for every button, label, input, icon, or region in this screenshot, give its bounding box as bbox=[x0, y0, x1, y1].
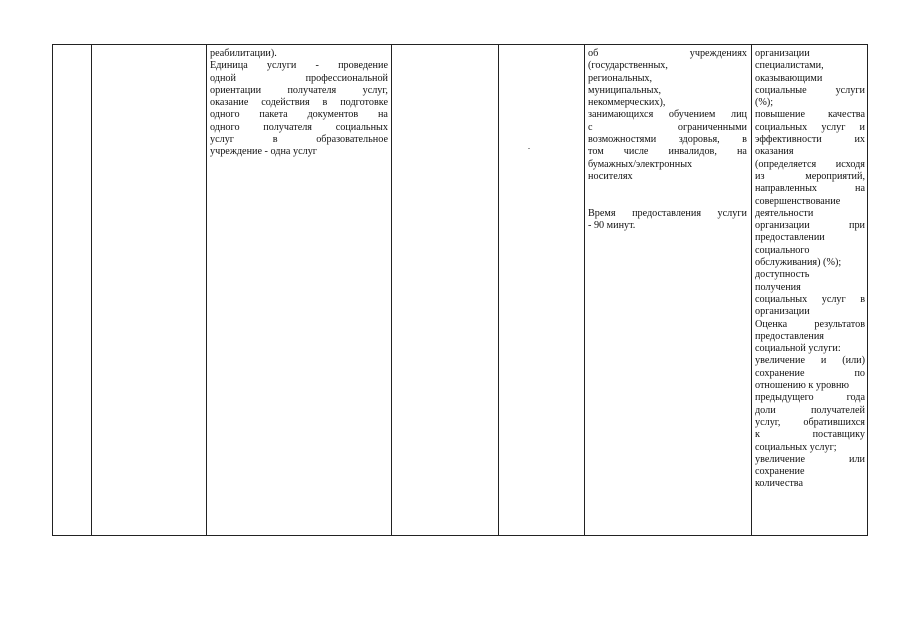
text-line: обслуживания) (%); bbox=[755, 257, 842, 269]
text-line: эффективности их bbox=[755, 134, 865, 146]
text-line: направленных на bbox=[755, 183, 865, 195]
text-line: услуг в образовательное bbox=[210, 134, 388, 146]
text-line: увеличение и (или) bbox=[755, 355, 865, 367]
column-divider bbox=[52, 45, 53, 535]
text-line: получения bbox=[755, 281, 801, 293]
text-line: (определяется исходя bbox=[755, 158, 865, 170]
column-divider bbox=[498, 45, 499, 535]
text-line: социальных услуг в bbox=[755, 293, 865, 305]
text-line: социальных услуг и bbox=[755, 121, 865, 133]
text-line: к поставщику bbox=[755, 429, 865, 441]
text-line: организации при bbox=[755, 220, 865, 232]
text-line: социальные услуги bbox=[755, 84, 865, 96]
text-line: повышение качества bbox=[755, 109, 865, 121]
text-line: носителях bbox=[588, 170, 633, 182]
scan-speck bbox=[528, 148, 530, 149]
text-line: специалистами, bbox=[755, 60, 824, 72]
text-line: сохранение bbox=[755, 466, 805, 478]
text-line: количества bbox=[755, 478, 803, 490]
text-line: Время предоставления услуги bbox=[588, 207, 747, 219]
text-line: оказание содействия в подготовке bbox=[210, 97, 388, 109]
text-line: Единица услуги - проведение bbox=[210, 60, 388, 72]
text-line: с ограниченными bbox=[588, 121, 747, 133]
service-conditions-cell bbox=[588, 48, 747, 232]
text-line: оказывающими bbox=[755, 72, 823, 84]
text-line: совершенствование bbox=[755, 195, 841, 207]
text-line: возможностями здоровья, в bbox=[588, 134, 747, 146]
text-line: социального bbox=[755, 244, 810, 256]
text-line: услуг, обратившихся bbox=[755, 416, 865, 428]
text-line: ориентации получателя услуг, bbox=[210, 84, 388, 96]
text-line: социальной услуги: bbox=[755, 343, 841, 355]
text-line: бумажных/электронных bbox=[588, 158, 693, 170]
text-line: из мероприятий, bbox=[755, 170, 865, 182]
service-description-cell bbox=[210, 48, 388, 159]
column-divider bbox=[91, 45, 92, 535]
text-line: том числе инвалидов, на bbox=[588, 146, 747, 158]
text-line: оказания bbox=[755, 146, 794, 158]
text-line: региональных, bbox=[588, 72, 653, 84]
text-line bbox=[588, 183, 747, 208]
text-line: - 90 минут. bbox=[588, 220, 636, 232]
column-divider bbox=[867, 45, 868, 535]
text-line: об учреждениях bbox=[588, 48, 747, 59]
column-divider bbox=[391, 45, 392, 535]
text-line: реабилитации). bbox=[210, 48, 277, 59]
text-line: одного получателя социальных bbox=[210, 121, 388, 133]
text-line: увеличение или bbox=[755, 453, 865, 465]
text-line: доли получателей bbox=[755, 404, 865, 416]
text-line: предоставлении bbox=[755, 232, 825, 244]
text-line: муниципальных, bbox=[588, 84, 662, 96]
column-divider bbox=[584, 45, 585, 535]
services-table bbox=[52, 44, 868, 536]
column-divider bbox=[751, 45, 752, 535]
text-line: доступность bbox=[755, 269, 810, 281]
text-line: деятельности bbox=[755, 207, 814, 219]
text-line: одной профессиональной bbox=[210, 72, 388, 84]
text-line: предоставления bbox=[755, 330, 824, 342]
text-line: организации bbox=[755, 306, 810, 318]
text-line: организации bbox=[755, 48, 810, 59]
text-line: некоммерческих), bbox=[588, 97, 666, 109]
text-line: одного пакета документов на bbox=[210, 109, 388, 121]
text-line: (государственных, bbox=[588, 60, 668, 72]
text-line: предыдущего года bbox=[755, 392, 865, 404]
text-line: занимающихся обучением лиц bbox=[588, 109, 747, 121]
text-line: социальных услуг; bbox=[755, 441, 837, 453]
column-divider bbox=[206, 45, 207, 535]
text-line: отношению к уровню bbox=[755, 380, 850, 392]
text-line: сохранение по bbox=[755, 367, 865, 379]
text-line: Оценка результатов bbox=[755, 318, 865, 330]
text-line: учреждение - одна услуг bbox=[210, 146, 317, 158]
quality-indicators-cell bbox=[755, 48, 865, 491]
text-line: (%); bbox=[755, 97, 774, 109]
